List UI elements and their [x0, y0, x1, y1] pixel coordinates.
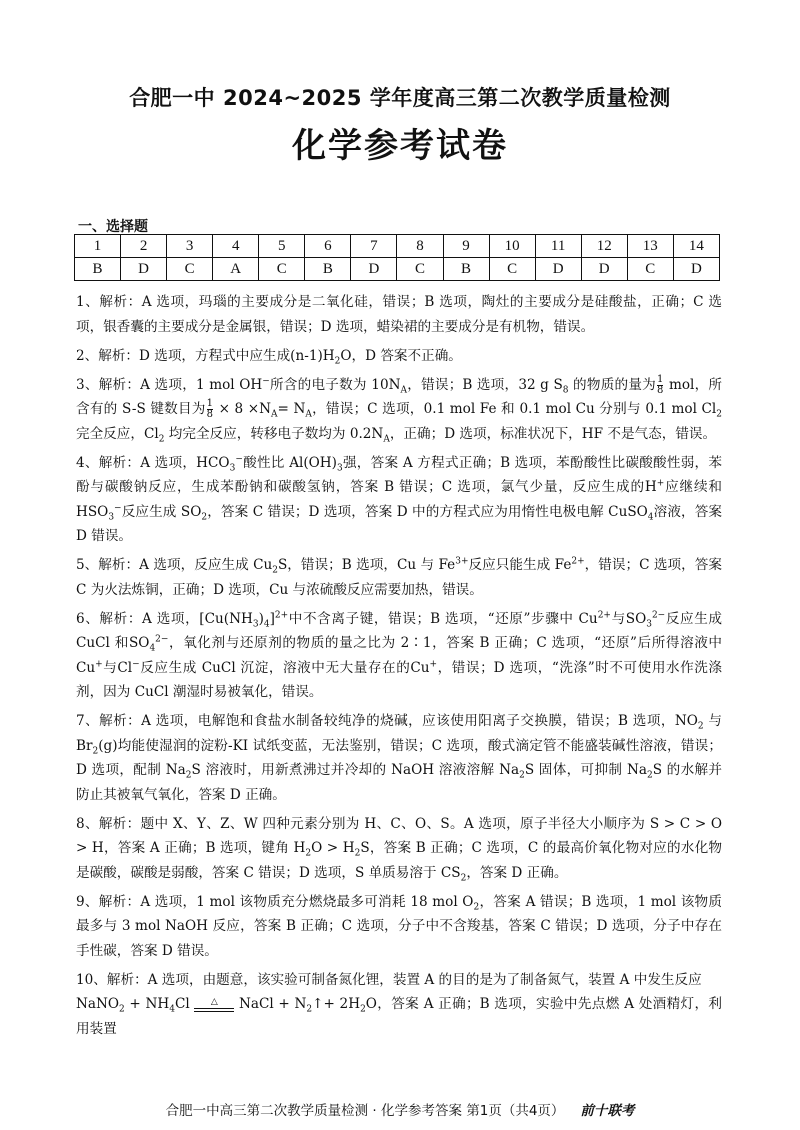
question-number: 1 — [75, 235, 121, 258]
question-number: 10 — [489, 235, 535, 258]
answer-letter: B — [443, 258, 489, 281]
brand-logo-text: 前十联考 — [580, 1103, 635, 1119]
page-footer — [0, 1099, 800, 1119]
question-number: 11 — [535, 235, 581, 258]
question-number: 2 — [121, 235, 167, 258]
heat-equals-sign — [194, 998, 234, 1012]
answer-letter: C — [167, 258, 213, 281]
section-heading: 一、选择题 — [78, 219, 148, 235]
exam-title: 合肥一中 2024~2025 学年度高三第二次教学质量检测 — [129, 86, 671, 110]
explanation-q4: 4、解析：A 选项，$HCO_3^-$酸性比 $Al(OH)_3$强，答案 A 方程式正确；B 选项，苯酚酸性比碳酸酸性弱，苯酚与碳酸钠反应，生成苯酚钠和碳酸氢钠，答案 B 错误；C 选项，氯气少量，反应生成的H+应继续和$HSO_3^-$反应生成 $SO_2$，答案 C 错误；D 选项，答案 D 中的方程式应为用惰性电极电解 CuSO$_4$溶液，答案 D 错误。 — [76, 453, 723, 544]
answer-letter: D — [581, 258, 627, 281]
answer-number-row — [75, 235, 720, 258]
question-number: 13 — [627, 235, 673, 258]
explanation-q9: 9、解析：A 选项，1 mol 该物质充分燃烧最多可消耗 18 mol $O_2$，答案 A 错误；B 选项，1 mol 该物质最多与 3 mol NaOH 反应，答案 B 正确；C 选项，分子中不含羧基，答案 C 错误；D 选项，分子中存在手性碳，答案 D 错误。 — [76, 893, 723, 959]
answer-letter: D — [535, 258, 581, 281]
answer-letter: D — [351, 258, 397, 281]
question-number: 8 — [397, 235, 443, 258]
question-number: 5 — [259, 235, 305, 258]
answer-letter: D — [673, 258, 719, 281]
fraction-one-eighth: $\frac{1}{8}$ — [657, 373, 664, 396]
answer-letter: B — [75, 258, 121, 281]
explanation-q7: 7、解析：A 选项，电解饱和食盐水制备较纯净的烧碱，应该使用阳离子交换膜，错误；B 选项，$NO_2$ 与$Br_2(g)$均能使湿润的淀粉-KI 试纸变蓝，无法鉴别，错误；C 选项，酸式滴定管不能盛装碱性溶液，错误；D 选项，配制 $Na_2S$ 溶液时，用新煮沸过并冷却的 NaOH 溶液溶解 $Na_2S$ 固体，可抑制 $Na_2S$ 的水解并防止其被氧气氧化，答案 D 正确。 — [76, 713, 723, 803]
explanation-q2: 2、解析：D 选项，方程式中应生成$(n-1)H_2O$，D 答案不正确。 — [76, 347, 462, 367]
answer-letter: B — [305, 258, 351, 281]
answer-letter: C — [489, 258, 535, 281]
heat-triangle-icon: △ — [210, 996, 218, 1007]
answer-letter: C — [397, 258, 443, 281]
answer-letter: C — [627, 258, 673, 281]
explanation-q10: 10、解析：A 选项，由题意，该实验可制备氮化锂，装置 A 的目的是为了制备氮气，装置 A 中发生反应 NaNO$_2$ + $NH_4Cl$ △ NaCl + $N_2↑+ 2H_2O$，答案 A 正确；B 选项，实验中先点燃 A 处酒精灯，利用装置 — [76, 971, 722, 1037]
question-number: 7 — [351, 235, 397, 258]
paper-subtitle: 化学参考试卷 — [292, 126, 508, 166]
question-number: 4 — [213, 235, 259, 258]
question-number: 9 — [443, 235, 489, 258]
answer-table — [74, 234, 720, 281]
footer-text: 合肥一中高三第二次教学质量检测 · 化学参考答案 第1页（共4页） — [165, 1103, 565, 1119]
explanation-q8: 8、解析：题中 X、Y、Z、W 四种元素分别为 H、C、O、S。A 选项，原子半径大小顺序为 S > C > O > H，答案 A 正确；B 选项，键角 $H_2O > H_2S$，答案 B 正确；C 选项，C 的最高价氧化物对应的水化物是碳酸，碳酸是弱酸，答案 C 错误；D 选项，S 单质易溶于 $CS_2$，答案 D 正确。 — [76, 815, 722, 884]
explanation-q3: 3、解析：A 选项，1 mol OH−所含的电子数为 $10N_A$，错误；B 选项，32 g $S_8$ 的物质的量为 $\frac{1}{8}$ mol，所含有的 S-S 键数目为 $\frac{1}{8}$ × $8 \times N_A= N_A$，错误；C 选项，0.1 mol Fe 和 0.1 mol Cu 分别与 0.1 mol $Cl_2$ 完全反应，$Cl_2$ 均完全反应，转移电子数均为 $0.2N_A$，正确；D 选项，标准状况下，HF 不是气态，错误。 — [76, 373, 723, 445]
question-number: 12 — [581, 235, 627, 258]
answer-letter-row — [75, 258, 720, 281]
question-number: 6 — [305, 235, 351, 258]
explanation-q1: 1、解析：A 选项，玛瑙的主要成分是二氧化硅，错误；B 选项，陶灶的主要成分是硅酸盐，正确；C 选项，银香囊的主要成分是金属银，错误；D 选项，蜡染裙的主要成分是有机物，错误。 — [76, 294, 722, 335]
answer-letter: A — [213, 258, 259, 281]
question-number: 3 — [167, 235, 213, 258]
explanation-q6: 6、解析：A 选项，$[Cu(NH_3)_4]^{2+}$中不含离子键，错误；B 选项，“还原”步骤中 $Cu^{2+}$与$SO_3^{2-}$反应生成 CuCl 和$SO_4^{2-}$，氧化剂与还原剂的物质的量之比为 2∶1，答案 B 正确；C 选项，“还原”后所得溶液中Cu+与Cl−反应生成 CuCl 沉淀，溶液中无大量存在的Cu+，错误；D 选项，“洗涤”时不可使用水作洗涤剂，因为 CuCl 潮湿时易被氧化，错误。 — [76, 609, 723, 700]
explanation-q5: 5、解析：A 选项，反应生成 $Cu_2S$，错误；B 选项，Cu 与 $Fe^{3+}$反应只能生成 $Fe^{2+}$，错误；C 选项，答案 C 为火法炼铜，正确；D 选项，Cu 与浓硫酸反应需要加热，错误。 — [76, 556, 722, 598]
question-number: 14 — [673, 235, 719, 258]
answer-letter: D — [121, 258, 167, 281]
explanations — [76, 290, 722, 1046]
fraction-one-eighth: $\frac{1}{8}$ — [206, 398, 214, 420]
answer-letter: C — [259, 258, 305, 281]
